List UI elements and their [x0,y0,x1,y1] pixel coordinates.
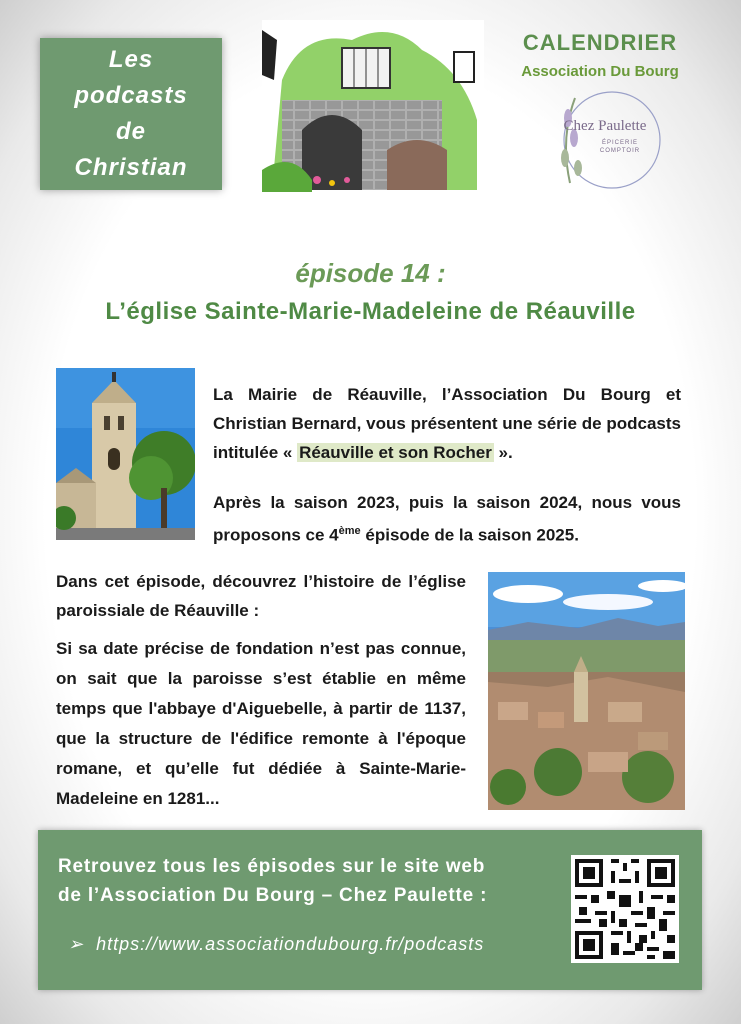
qr-code[interactable] [571,855,679,963]
title-line: podcasts [74,82,188,109]
intro-paragraph [213,380,681,467]
episode-title: L’église Sainte-Marie-Madeleine de Réauville [105,298,636,325]
season-end: épisode de la saison 2025. [360,525,579,545]
title-line: Les [108,46,154,73]
ordinal-suffix: ème [338,525,361,537]
footer-text [58,852,558,910]
podcast-title-box [40,38,222,190]
title-line: Christian [74,154,188,181]
house-illustration [262,20,484,192]
logo-name: Chez Paulette [563,118,647,134]
footer-box [38,830,702,990]
intro-end: ». [493,443,513,462]
arrow-icon: ➢ [68,934,85,954]
calendar-title: CALENDRIER [522,30,678,55]
discover-paragraph: Dans cet épisode, découvrez l’histoire de l’église paroissiale de Réauville : [56,572,466,620]
church-photo [56,368,195,540]
association-name: Association Du Bourg [521,63,679,80]
season-text: Après la saison 2023, puis la saison 2024, nous vous proposons ce 4 [213,493,681,545]
logo-subtitle: COMPTOIR [599,148,641,154]
episode-number: épisode 14 : [295,258,446,288]
intro-text: La Mairie de Réauville, l’Association Du Bourg et Christian Bernard, vous présentent une série de podcasts intitulée « [213,385,681,462]
series-name: Réauville et son Rocher [299,443,492,462]
season-paragraph [213,488,681,550]
village-photo [488,572,685,810]
logo-subtitle: ÉPICERIE [601,140,638,146]
history-paragraph: Si sa date précise de fondation n’est pas connue, on sait que la paroisse s’est établie en même temps que l'abbaye d'Aiguebelle, à partir de 1137, que la structure de l'édifice remonte à l'époque romane, et qu’elle fut dédiée à Sainte-Marie-Madeleine en 1281... [56,639,466,808]
footer-url-row [68,934,578,955]
footer-line: de l’Association Du Bourg – Chez Paulette : [58,885,488,906]
title-line: de [115,118,146,145]
podcast-url-link[interactable]: https://www.associationdubourg.fr/podcasts [96,934,485,954]
footer-line: Retrouvez tous les épisodes sur le site web [58,856,486,877]
